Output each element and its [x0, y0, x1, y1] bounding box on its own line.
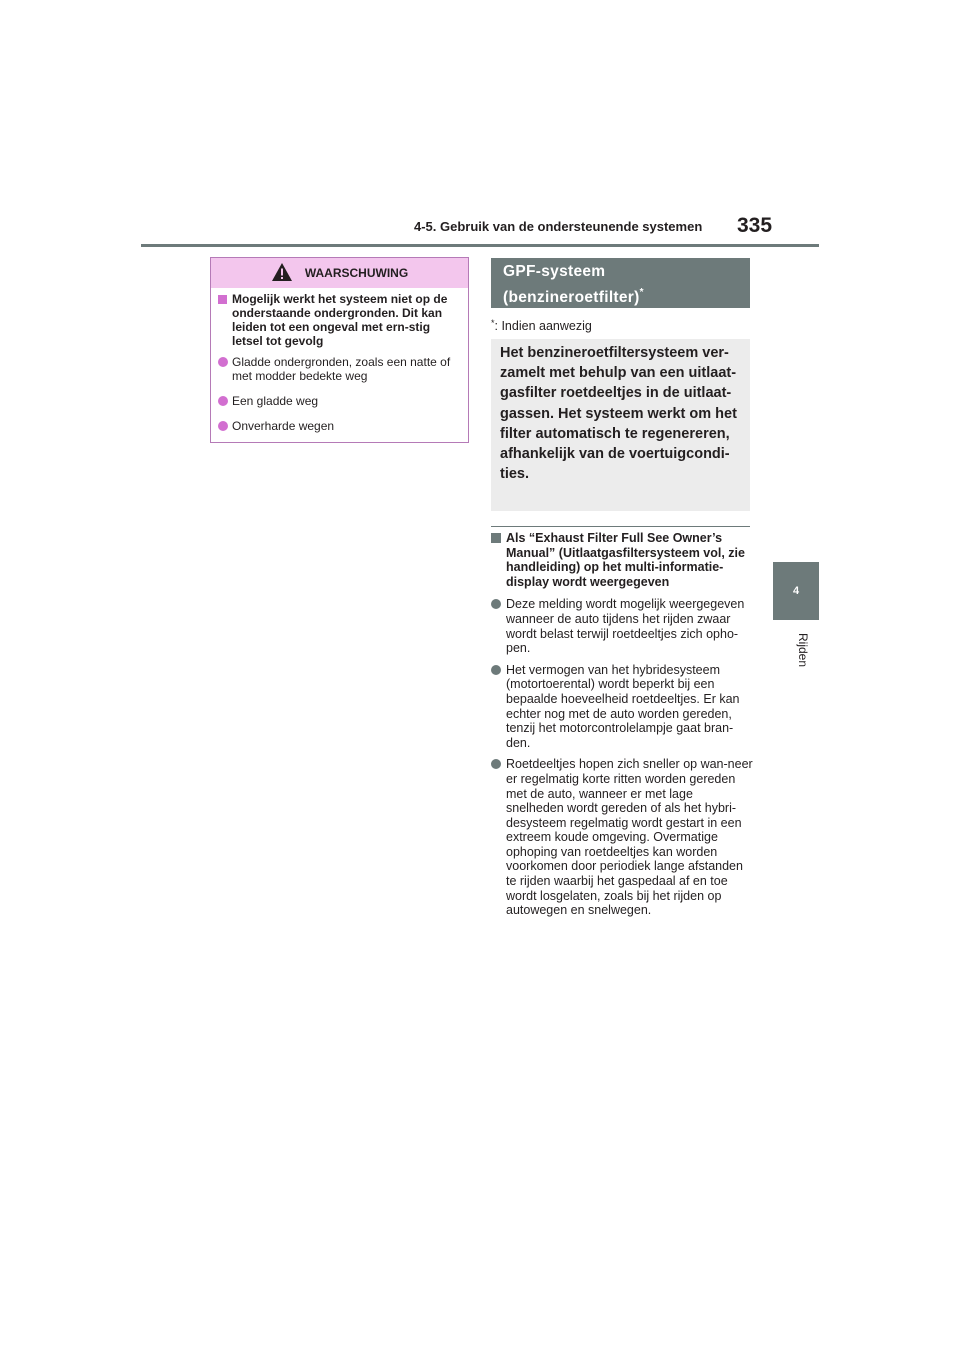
gpf-title-line2 [503, 282, 750, 308]
gpf-title-marker: * [639, 287, 644, 298]
section-item-text: Roetdeeltjes hopen zich sneller op wan-neer er regelmatig korte ritten worden gereden met de auto, wanneer er met lage snelheden wordt gereden of als het hybri-desysteem regelmatig wordt gestart in een extreem koude omgeving. Overmatige ophoping van roetdeeltjes kan worden voorkomen door periodiek lange afstanden te rijden waarbij het gaspedaal af en toe wordt losgelaten, zoals bij het rijden op autowegen en snelwegen. [506, 757, 753, 918]
warning-heading: Mogelijk werkt het systeem niet op de onderstaande ondergronden. Dit kan leiden tot een ongeval met ern-stig letsel tot gevolg [232, 292, 448, 348]
warning-box [210, 257, 469, 443]
list-item [491, 597, 753, 655]
section-heading-item [491, 531, 753, 589]
list-item [491, 663, 753, 751]
warning-heading-item [218, 292, 460, 348]
warning-header [211, 258, 468, 288]
gpf-title-line1: GPF-systeem [503, 263, 606, 280]
circle-bullet-icon [491, 759, 501, 769]
header-divider [141, 244, 819, 247]
square-bullet-icon [491, 533, 501, 543]
gpf-section-title [491, 258, 750, 308]
circle-bullet-icon [491, 665, 501, 675]
page-number: 335 [737, 214, 773, 237]
list-item [218, 355, 460, 383]
square-bullet-icon [218, 295, 227, 304]
footnote-marker: * [491, 318, 495, 328]
chapter-tab [773, 562, 819, 620]
chapter-number: 4 [792, 585, 800, 597]
warning-item-text: Onverharde wegen [232, 419, 335, 433]
footnote-text: : Indien aanwezig [494, 319, 592, 333]
warning-triangle-icon [271, 262, 293, 285]
section-title: 4-5. Gebruik van de ondersteunende systemen [414, 219, 703, 234]
circle-bullet-icon [218, 421, 228, 431]
warning-body [211, 288, 468, 433]
main-content [491, 531, 753, 925]
list-item [218, 394, 460, 408]
summary-box: Het benzineroetfiltersysteem ver-zamelt met behulp van een uitlaat-gasfilter roetdeeltjes in de uitlaat-gassen. Het systeem werkt om het filter automatisch te regenereren, afhankelijk van de voertuigcondi-ties. [491, 339, 750, 511]
chapter-label: Rijden [796, 633, 810, 668]
list-item [491, 757, 753, 918]
circle-bullet-icon [491, 599, 501, 609]
section-heading: Als “Exhaust Filter Full See Owner’s Manual” (Uitlaatgasfiltersysteem vol, zie handleiding) op het multi-informatie-display wordt weergegeven [506, 531, 745, 589]
section-item-text: Het vermogen van het hybridesysteem (motortoerental) wordt beperkt bij een bepaalde hoeveelheid roetdeeltjes. Er kan echter nog met de auto worden gereden, tenzij het motorcontrolelampje gaat bran-den. [506, 662, 740, 750]
circle-bullet-icon [218, 396, 228, 406]
gpf-title-text: (benzineroetfilter) [503, 289, 640, 306]
footnote [491, 318, 592, 333]
circle-bullet-icon [218, 357, 228, 367]
warning-item-text: Gladde ondergronden, zoals een natte of met modder bedekte weg [232, 355, 451, 383]
section-item-text: Deze melding wordt mogelijk weergegeven wanneer de auto tijdens het rijden zwaar wordt belast terwijl roetdeeltjes zich opho-pen. [506, 597, 745, 656]
warning-title: WAARSCHUWING [304, 266, 409, 280]
section-divider [491, 526, 750, 527]
list-item [218, 419, 460, 433]
warning-item-text: Een gladde weg [232, 394, 319, 408]
